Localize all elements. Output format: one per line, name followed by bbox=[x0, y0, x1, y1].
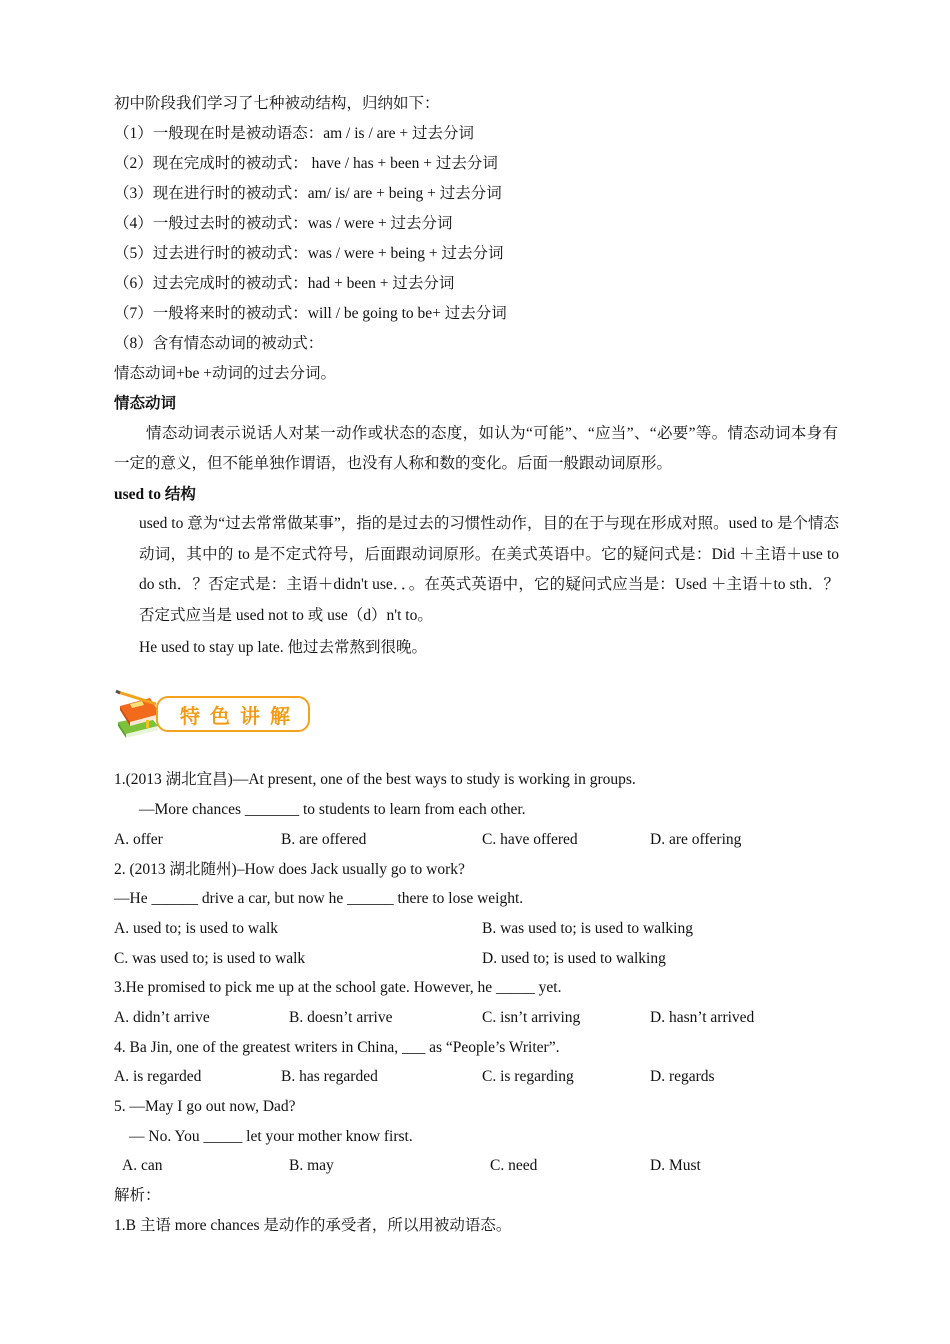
passive-item-5: （5）过去进行时的被动式：was / were + being + 过去分词 bbox=[114, 245, 504, 262]
used-to-body: used to 意为“过去常常做某事”，指的是过去的习惯性动作，目的在于与现在形成对照。used to 是个情态动词，其中的 to 是不定式符号，后面跟动词原形。在美式英语中。它的疑问式是：Did ＋主语＋use to do sth．？否定式是：主语＋didn't use．．。在英式英语中，它的疑问式应当是：Used ＋主语＋to sth．？否定式应当是 used not to 或 use（d）n't to。 bbox=[139, 515, 839, 624]
feature-banner bbox=[112, 686, 312, 742]
q4-option-d: D. regards bbox=[650, 1068, 715, 1085]
passive-item-8: （8）含有情态动词的被动式： bbox=[114, 335, 324, 352]
q5-option-a: A. can bbox=[122, 1157, 163, 1174]
passive-item-1: （1）一般现在时是被动语态：am / is / are + 过去分词 bbox=[114, 125, 475, 142]
q4-option-c: C. is regarding bbox=[482, 1068, 574, 1085]
used-to-heading: used to 结构 bbox=[114, 486, 196, 503]
q1-option-c: C. have offered bbox=[482, 831, 578, 848]
q2-option-d: D. used to; is used to walking bbox=[482, 950, 666, 967]
q2-option-a: A. used to; is used to walk bbox=[114, 920, 279, 937]
passive-item-7: （7）一般将来时的被动式：will / be going to be+ 过去分词 bbox=[114, 305, 507, 322]
q4-option-a: A. is regarded bbox=[114, 1068, 202, 1085]
passive-item-2: （2）现在完成时的被动式： have / has + been + 过去分词 bbox=[114, 155, 498, 172]
q3-option-a: A. didn’t arrive bbox=[114, 1009, 210, 1026]
q5-option-c: C. need bbox=[490, 1157, 538, 1174]
question-4-stem: 4. Ba Jin, one of the greatest writers in China, ___ as “People’s Writer”. bbox=[114, 1039, 560, 1056]
q3-option-c: C. isn’t arriving bbox=[482, 1009, 581, 1026]
question-5-stem: 5. —May I go out now, Dad? bbox=[114, 1098, 296, 1115]
analysis-item-1: 1.B 主语 more chances 是动作的承受者，所以用被动语态。 bbox=[114, 1217, 512, 1234]
q3-option-b: B. doesn’t arrive bbox=[289, 1009, 393, 1026]
modal-heading: 情态动词 bbox=[114, 395, 177, 412]
intro-summary: 初中阶段我们学习了七种被动结构，归纳如下： bbox=[114, 95, 440, 112]
question-5-stem2: — No. You _____ let your mother know first. bbox=[129, 1128, 413, 1145]
q3-option-d: D. hasn’t arrived bbox=[650, 1009, 755, 1026]
passive-item-3: （3）现在进行时的被动式：am/ is/ are + being + 过去分词 bbox=[114, 185, 502, 202]
q1-option-a: A. offer bbox=[114, 831, 163, 848]
q1-option-b: B. are offered bbox=[281, 831, 367, 848]
question-2-stem2: —He ______ drive a car, but now he ______ there to lose weight. bbox=[114, 890, 524, 907]
passive-item-4: （4）一般过去时的被动式：was / were + 过去分词 bbox=[114, 215, 453, 232]
modal-passive-formula: 情态动词+be +动词的过去分词。 bbox=[114, 365, 336, 382]
q5-option-d: D. Must bbox=[650, 1157, 701, 1174]
q4-option-b: B. has regarded bbox=[281, 1068, 378, 1085]
q1-option-d: D. are offering bbox=[650, 831, 742, 848]
q2-option-b: B. was used to; is used to walking bbox=[482, 920, 693, 937]
question-1-stem2: —More chances _______ to students to learn from each other. bbox=[139, 801, 526, 818]
question-1-stem: 1.(2013 湖北宜昌)—At present, one of the best ways to study is working in groups. bbox=[114, 771, 636, 788]
q5-option-b: B. may bbox=[289, 1157, 334, 1174]
analysis-label: 解析： bbox=[114, 1187, 161, 1204]
used-to-example: He used to stay up late. 他过去常熬到很晚。 bbox=[139, 639, 428, 656]
passive-item-6: （6）过去完成时的被动式：had + been + 过去分词 bbox=[114, 275, 455, 292]
banner-label-box bbox=[156, 696, 310, 732]
banner-label: 特色讲解 bbox=[180, 703, 300, 728]
q2-option-c: C. was used to; is used to walk bbox=[114, 950, 306, 967]
modal-body: 情态动词表示说话人对某一动作或状态的态度，如认为“可能”、“应当”、“必要”等。情态动词本身有一定的意义，但不能单独作谓语，也没有人称和数的变化。后面一般跟动词原形。 bbox=[114, 425, 838, 472]
question-3-stem: 3.He promised to pick me up at the school gate. However, he _____ yet. bbox=[114, 979, 562, 996]
question-2-stem: 2. (2013 湖北随州)–How does Jack usually go to work? bbox=[114, 861, 465, 878]
